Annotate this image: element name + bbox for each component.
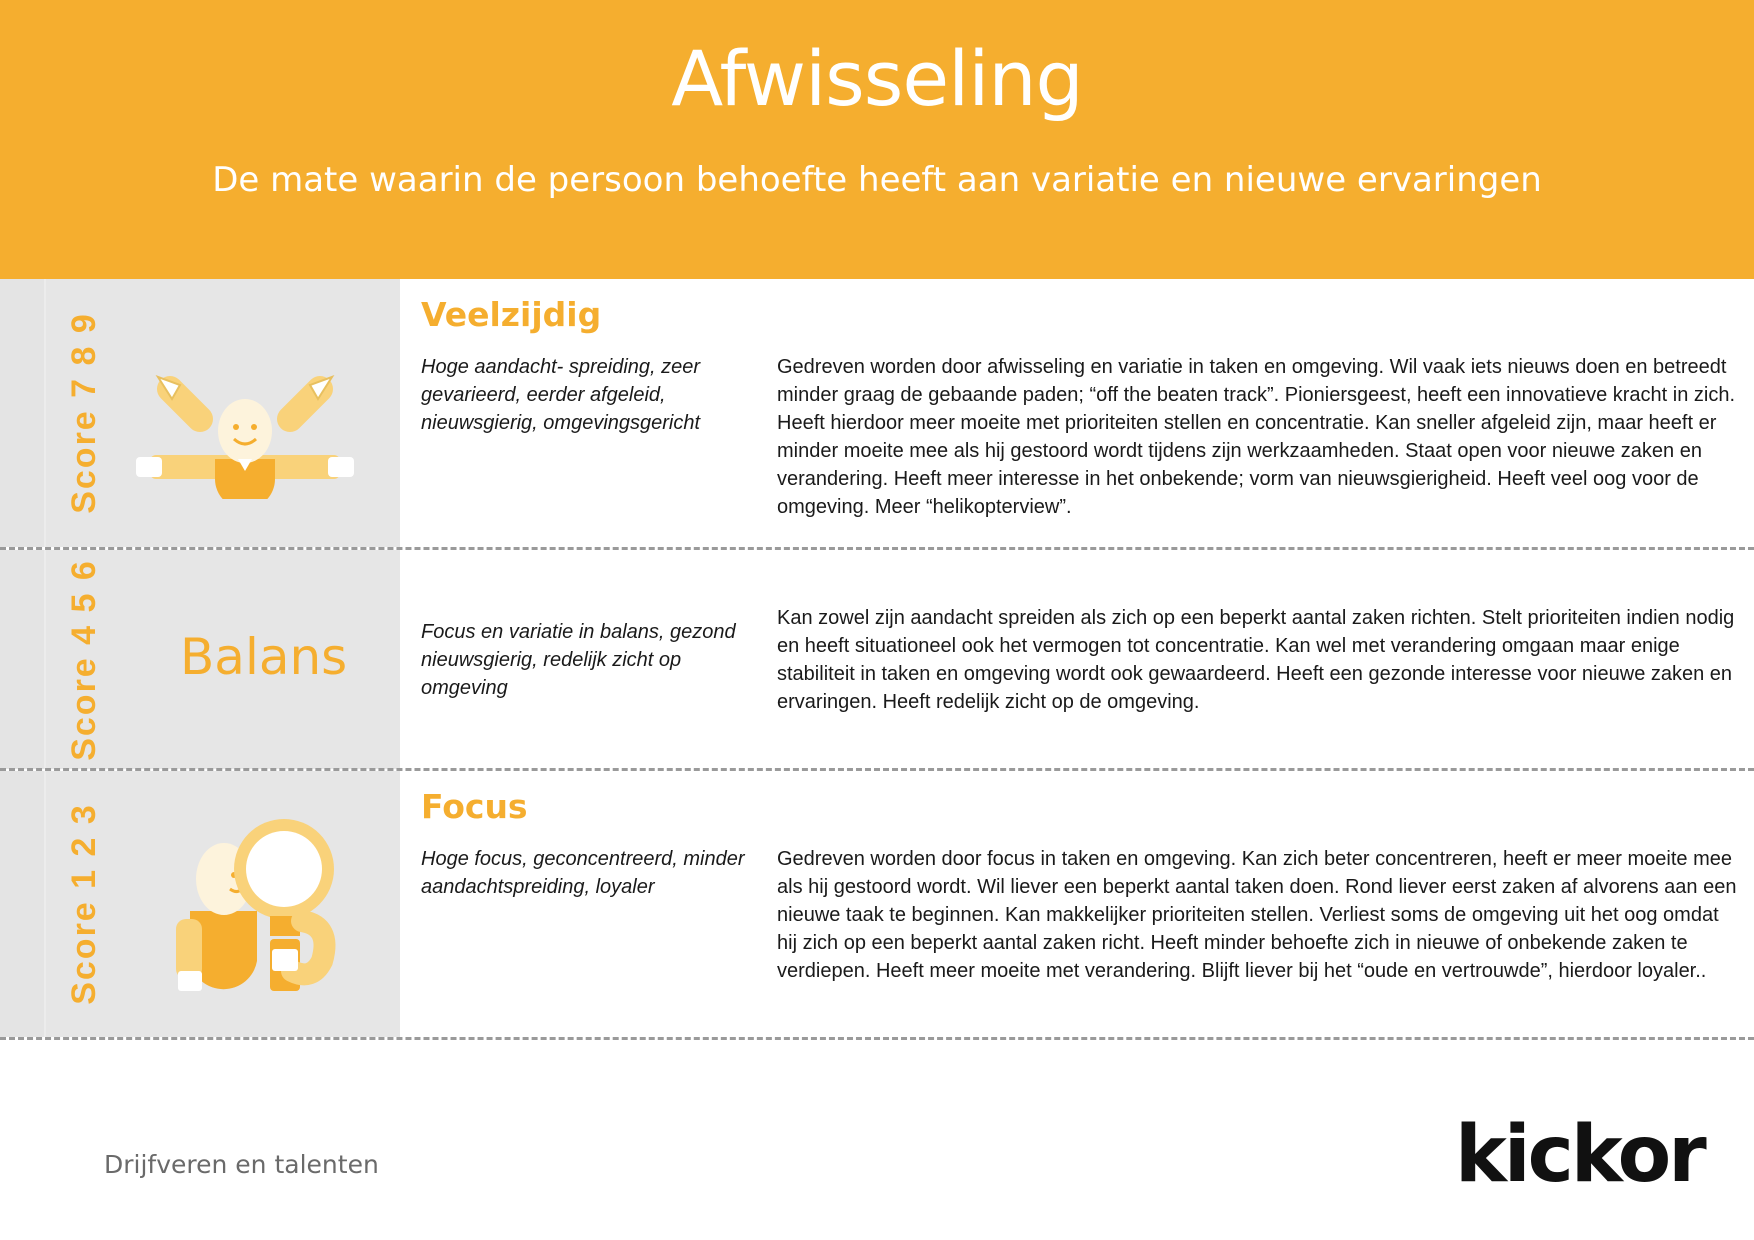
kickor-logo: kickor (1455, 1110, 1704, 1200)
magnifier-person-icon (172, 811, 342, 996)
page-subtitle: De mate waarin de persoon behoefte heeft aan variatie en nieuwe ervaringen (212, 160, 1542, 200)
header-banner (0, 0, 1754, 279)
row-description: Gedreven worden door focus in taken en omgeving. Kan zich beter concentreren, heeft er meer moeite mee als hij gestoord wordt. Wil liever een beperkt aantal taken doen. Rond liever eerst zaken af alvorens aan een nieuwe taak te beginnen. Kan makkelijker prioriteiten stellen. Verliest soms de omgeving uit het oog omdat hij zich op een beperkt aantal zaken richt. Heeft minder behoefte zich in nieuwe of onbekende zaken te verdiepen. Heeft meer moeite met verandering. Blijft liever bij het “oude en vertrouwde”, hierdoor loyaler.. (777, 848, 1737, 982)
row-focus (0, 771, 1754, 1037)
row-veelzijdig (0, 279, 1754, 547)
page-title: Afwisseling (671, 34, 1083, 123)
score-strip (0, 279, 44, 547)
balans-label: Balans (180, 628, 348, 686)
row-title: Focus (421, 787, 528, 826)
footer-text: Drijfveren en talenten (104, 1150, 379, 1179)
row-keywords: Focus en variatie in balans, gezond nieuwsgierig, redelijk zicht op omgeving (421, 621, 736, 699)
score-strip (0, 771, 44, 1037)
score-label: Score 7 8 9 (65, 312, 103, 514)
row-title: Veelzijdig (421, 295, 602, 334)
row-description: Gedreven worden door afwisseling en variatie in taken en omgeving. Wil vaak iets nieuws doen en betreedt minder graag de gebaande paden; “off the beaten track”. Pioniersgeest, heeft een innovatieve kracht in zich. Heeft hierdoor meer moeite met prioriteiten stellen en concentratie. Kan sneller afgeleid zijn, maar heeft er minder moeite mee als hij gestoord wordt tijdens zijn werkzaamheden. Staat open voor nieuwe zaken en verandering. Heeft meer interesse in het onbekende; vorm van nieuwsgierigheid. Heeft veel oog voor de omgeving. Meer “helikopterview”. (777, 356, 1736, 518)
row-keywords: Hoge focus, geconcentreerd, minder aandachtspreiding, loyaler (421, 848, 745, 898)
row-description: Kan zowel zijn aandacht spreiden als zich op een beperkt aantal zaken richten. Stelt prioriteiten indien nodig en heeft situationeel ook het vermogen tot concentratie. Kan wel met verandering omgaan maar enige stabiliteit in taken en omgeving wordt ook gewaardeerd. Heeft een gezonde interesse voor nieuwe zaken en ervaringen. Heeft redelijk zicht op de omgeving. (777, 607, 1735, 713)
row-divider (0, 1037, 1754, 1040)
curious-person-icon (130, 359, 360, 499)
score-label: Score 4 5 6 (65, 558, 103, 761)
row-keywords: Hoge aandacht- spreiding, zeer gevarieerd, eerder afgeleid, nieuwsgierig, omgevingsgericht (421, 356, 701, 434)
score-strip (0, 550, 44, 769)
score-label: Score 1 2 3 (65, 803, 103, 1005)
